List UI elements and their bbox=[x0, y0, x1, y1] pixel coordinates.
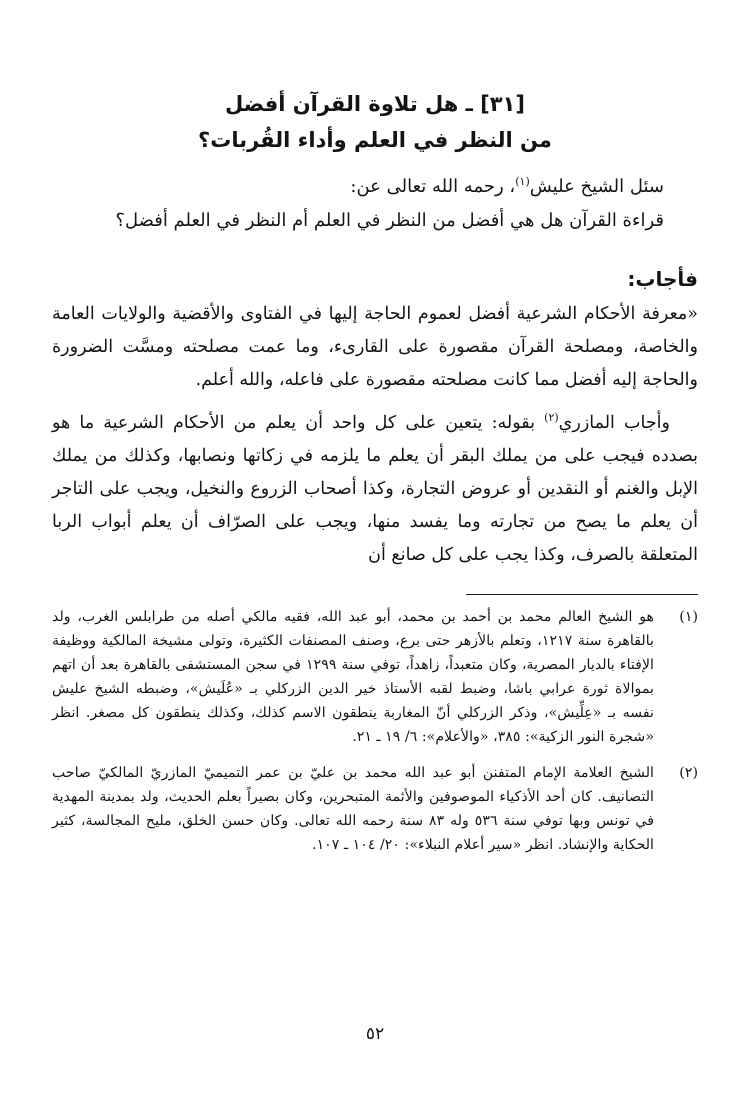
answer-paragraph-2-body: بقوله: يتعين على كل واحد أن يعلم من الأحكام الشرعية ما هو بصدده فيجب على من يملك البقر أن يعلم ما يلزمه في زكاتها ونصابها، وكذلك من يملك الإبل والغنم أو النقدين أو عروض التجارة، وكذا أصحاب الزروع والنخيل، ويجب على التاجر أن يعلم ما يصح من تجارته وما يفسد منها، ويجب على الصرّاف أن يعلم أبواب الربا المتعلقة بالصرف، وكذا يجب على كل صانع أن bbox=[52, 413, 698, 565]
footnote-1 bbox=[52, 605, 698, 749]
book-page bbox=[52, 0, 698, 1110]
question-intro bbox=[52, 170, 664, 204]
footnote-ref-2[interactable]: (٢) bbox=[544, 411, 559, 425]
answer-paragraph-1: «معرفة الأحكام الشرعية أفضل لعموم الحاجة إليها في الفتاوى والأقضية والولايات العامة والخاصة، ومصلحة القرآن مقصورة على القارىء، وما عمت مصلحته ومسَّت الضرورة والحاجة إليه أفضل مما كانت مصلحته مقصورة على فاعله، والله أعلم. bbox=[52, 304, 698, 390]
section-title-line-2: من النظر في العلم وأداء القُربات؟ bbox=[198, 128, 552, 152]
question-block bbox=[52, 170, 698, 238]
footnote-ref-1[interactable]: (١) bbox=[515, 175, 530, 188]
footnote-2-text: الشيخ العلامة الإمام المتفنن أبو عبد الله محمد بن عليّ بن عمر التميميّ المازريّ المالكيّ صاحب التصانيف. كان أحد الأذكياء الموصوفين والأئمة المتبحرين، وكان بصيراً بعلم الحديث، ولد بمدينة المهدية في تونس وبها توفي سنة ٥٣٦ وله ٨٣ سنة رحمه الله تعالى. وكان حسن الخلق، مليح المجالسة، كثير الحكاية والإنشاد. انظر «سير أعلام النبلاء»: ٢٠/ ١٠٤ ـ ١٠٧. bbox=[52, 765, 654, 853]
footnote-1-number: (١) bbox=[679, 609, 698, 625]
footnote-2-number: (٢) bbox=[679, 765, 698, 781]
answer-paragraph-2 bbox=[52, 407, 698, 572]
page-number: ٥٢ bbox=[365, 1024, 385, 1044]
footnote-divider bbox=[466, 594, 698, 595]
question-intro-text: سئل الشيخ عليش bbox=[529, 176, 664, 197]
answer-heading: فأجاب: bbox=[627, 267, 698, 291]
question-intro-tail: ، رحمه الله تعالى عن: bbox=[350, 176, 516, 197]
answer-paragraph-2-lead: وأجاب المازري bbox=[558, 413, 670, 433]
section-title-line-1: [٣١] ـ هل تلاوة القرآن أفضل bbox=[225, 92, 525, 116]
question-text: قراءة القرآن هل هي أفضل من النظر في العلم أم النظر في العلم أفضل؟ bbox=[115, 210, 664, 231]
footnote-1-text: هو الشيخ العالم محمد بن أحمد بن محمد، أبو عبد الله، فقيه مالكي أصله من طرابلس الغرب، ولد بالقاهرة سنة ١٢١٧، وتعلم بالأزهر حتى برع، وصنف المصنفات الكثيرة، وتولى مشيخة المالكية ووظيفة الإفتاء بالديار المصرية، وكان متعبداً، زاهداً، توفي سنة ١٢٩٩ في سجن المستشفى بالقاهرة بعد أن اتهم بموالاة ثورة عرابي باشا، وضبط لقبه الأستاذ خير الدين الزركلي بـ «عُلَيش»، وضبطه الشيخ عليش نفسه بـ «عِلِّيش»، وذكر الزركلي أنّ المغاربة ينطقون الاسم كذلك، وكذلك ينطقون كل مصغر. انظر «شجرة النور الزكية»: ٣٨٥، «والأعلام»: ٦/ ١٩ ـ ٢١. bbox=[52, 609, 654, 745]
footnote-2 bbox=[52, 761, 698, 857]
section-title bbox=[52, 86, 698, 158]
